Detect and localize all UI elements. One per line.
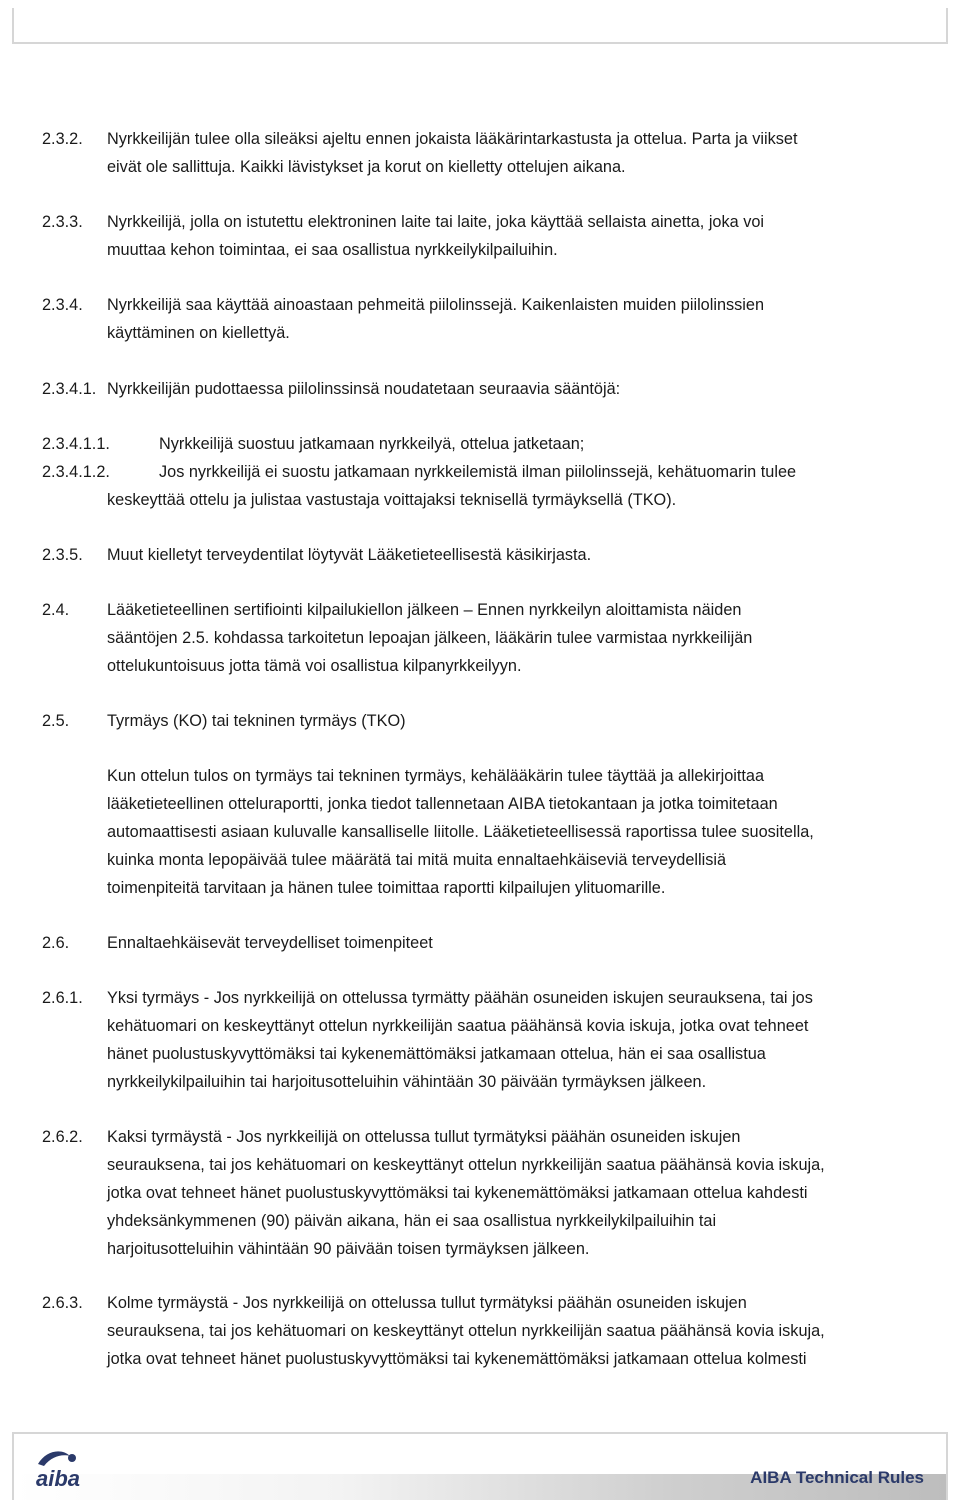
text-line: Nyrkkeilijän pudottaessa piilolinssinsä noudatetaan seuraavia sääntöjä:: [107, 380, 621, 398]
text-line: eivät ole sallittuja. Kaikki lävistykset ja korut on kielletty ottelujen aikana.: [107, 158, 626, 176]
section-text: [159, 430, 908, 458]
text-line: kehätuomari on keskeyttänyt ottelun nyrkkeilijän saatua päähänsä kovia iskuja, jotka ovat tehneet: [107, 1017, 809, 1035]
text-line: seurauksena, tai jos kehätuomari on keskeyttänyt ottelun nyrkkeilijän saatua päähänsä kovia iskuja,: [107, 1322, 825, 1340]
section-text: [107, 375, 908, 403]
logo-wordmark: aiba: [36, 1466, 81, 1491]
section-number: 2.3.3.: [42, 213, 83, 231]
text-line: automaattisesti asiaan kuluvalle kansalliselle liitolle. Lääketieteellisessä raportissa tulee suositella,: [107, 823, 814, 841]
text-line: Muut kielletyt terveydentilat löytyvät Lääketieteellisestä käsikirjasta.: [107, 546, 592, 564]
page-footer: [12, 1432, 948, 1500]
text-line: nyrkkeilykilpailuihin tai harjoitusotteluihin vähintään 30 päivään tyrmäyksen jälkeen.: [107, 1073, 707, 1091]
text-line: muuttaa kehon toimintaa, ei saa osallistua nyrkkeilykilpailuihin.: [107, 241, 558, 259]
section-number: 2.3.5.: [42, 546, 83, 564]
section-number: 2.5.: [42, 712, 70, 730]
text-line: Yksi tyrmäys - Jos nyrkkeilijä on ottelussa tyrmätty päähän osuneiden iskujen seurauksena, tai jos: [107, 989, 813, 1007]
text-line: kuinka monta lepopäivää tulee määrätä tai mitä muita ennaltaehkäiseviä terveydellisiä: [107, 851, 727, 869]
text-line: toimenpiteitä tarvitaan ja hänen tulee toimittaa raportti kilpailujen ylituomarille.: [107, 879, 666, 897]
section-text: [107, 596, 908, 680]
text-line: seurauksena, tai jos kehätuomari on keskeyttänyt ottelun nyrkkeilijän saatua päähänsä kovia iskuja,: [107, 1156, 825, 1174]
text-line: Ennaltaehkäisevät terveydelliset toimenpiteet: [107, 934, 433, 952]
section-text: [107, 1123, 908, 1263]
section-text: [107, 208, 908, 264]
text-line: sääntöjen 2.5. kohdassa tarkoitetun lepoajan jälkeen, lääkärin tulee varmistaa nyrkkeilijän: [107, 629, 753, 647]
section-number: 2.6.1.: [42, 989, 83, 1007]
text-line: Nyrkkeilijä suostuu jatkamaan nyrkkeilyä, ottelua jatketaan;: [159, 435, 585, 453]
text-line: Tyrmäys (KO) tai tekninen tyrmäys (TKO): [107, 712, 406, 730]
text-line: hänet puolustuskyvyttömäksi tai kykenemättömäksi jatkamaan ottelua, hän ei saa osallistua: [107, 1045, 766, 1063]
text-line: ottelukuntoisuus jotta tämä voi osallistua kilpanyrkkeilyyn.: [107, 657, 522, 675]
footer-title: AIBA Technical Rules: [750, 1468, 924, 1487]
section-text: [107, 984, 908, 1096]
text-line: Kun ottelun tulos on tyrmäys tai tekninen tyrmäys, kehälääkärin tulee täyttää ja allekirjoittaa: [107, 767, 765, 785]
text-line: Nyrkkeilijän tulee olla sileäksi ajeltu ennen jokaista lääkärintarkastusta ja ottelua. Parta ja viikset: [107, 130, 798, 148]
section-number: 2.4.: [42, 601, 70, 619]
text-line: [42, 458, 908, 486]
section-number: 2.6.2.: [42, 1128, 83, 1146]
aiba-logo-icon: [32, 1444, 102, 1494]
section-heading: [107, 929, 908, 957]
section-number: 2.3.4.1.1.: [42, 435, 110, 453]
section-number: 2.6.: [42, 934, 70, 952]
section-text: [42, 458, 908, 514]
section-text: [107, 762, 908, 902]
section-heading: [107, 707, 908, 735]
section-number: 2.3.4.: [42, 296, 83, 314]
text-line: harjoitusotteluihin vähintään 90 päivään toisen tyrmäyksen jälkeen.: [107, 1240, 590, 1258]
text-line: yhdeksänkymmenen (90) päivän aikana, hän ei saa osallistua nyrkkeilykilpailuihin tai: [107, 1212, 717, 1230]
text-line-content: Jos nyrkkeilijä ei suostu jatkamaan nyrkkeilemistä ilman piilolinssejä, kehätuomarin tulee: [159, 463, 797, 481]
section-text: [107, 291, 908, 347]
text-line: käyttäminen on kiellettyä.: [107, 324, 290, 342]
section-number: 2.6.3.: [42, 1294, 83, 1312]
text-line: keskeyttää ottelu ja julistaa vastustaja voittajaksi teknisellä tyrmäyksellä (TKO).: [107, 491, 677, 509]
text-line: jotka ovat tehneet hänet puolustuskyvyttömäksi tai kykenemättömäksi jatkamaan ottelua kahdesti: [107, 1184, 808, 1202]
section-text: [107, 1289, 908, 1373]
text-line: lääketieteellinen otteluraportti, jonka tiedot tallennetaan AIBA tietokantaan ja jotka toimitetaan: [107, 795, 778, 813]
section-number: 2.3.2.: [42, 130, 83, 148]
text-line: Kolme tyrmäystä - Jos nyrkkeilijä on ottelussa tullut tyrmätyksi päähän osuneiden iskujen: [107, 1294, 747, 1312]
text-line: Nyrkkeilijä, jolla on istutettu elektroninen laite tai laite, joka käyttää sellaista ainetta, joka voi: [107, 213, 765, 231]
text-line: Nyrkkeilijä saa käyttää ainoastaan pehmeitä piilolinssejä. Kaikenlaisten muiden piilolinssien: [107, 296, 765, 314]
section-number: 2.3.4.1.2.: [42, 463, 110, 481]
text-line: Lääketieteellinen sertifiointi kilpailukiellon jälkeen – Ennen nyrkkeilyn aloittamista näiden: [107, 601, 742, 619]
text-line: Kaksi tyrmäystä - Jos nyrkkeilijä on ottelussa tullut tyrmätyksi päähän osuneiden iskujen: [107, 1128, 741, 1146]
section-number: 2.3.4.1.: [42, 380, 97, 398]
text-line: jotka ovat tehneet hänet puolustuskyvyttömäksi tai kykenemättömäksi jatkamaan ottelua kolmesti: [107, 1350, 807, 1368]
section-text: [107, 125, 908, 181]
section-text: [107, 541, 908, 569]
